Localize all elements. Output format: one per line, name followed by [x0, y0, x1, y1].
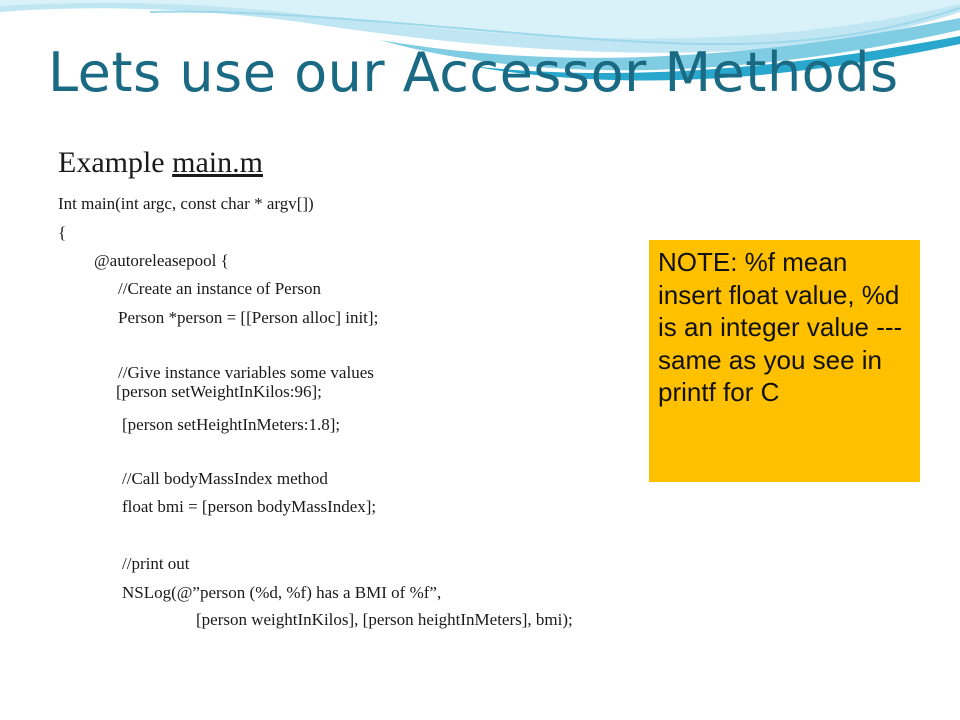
code-line: NSLog(@”person (%d, %f) has a BMI of %f”, [122, 583, 442, 602]
code-comment: //Call bodyMassIndex method [122, 469, 328, 488]
code-line: float bmi = [person bodyMassIndex]; [122, 497, 377, 516]
code-line: [person weightInKilos], [person heightInMeters], bmi); [196, 610, 573, 629]
example-prefix: Example [58, 146, 165, 179]
code-comment: //Create an instance of Person [118, 279, 321, 298]
example-heading [58, 148, 263, 178]
code-line: Int main(int argc, const char * argv[]) [58, 194, 314, 213]
code-line: Person *person = [[Person alloc] init]; [118, 308, 379, 327]
slide-title: Lets use our Accessor Methods [48, 41, 899, 104]
code-line: [person setHeightInMeters:1.8]; [122, 415, 341, 434]
code-comment: //Give instance variables some values [118, 363, 374, 382]
note-box: NOTE: %f mean insert float value, %d is an integer value --- same as you see in printf for C [649, 240, 920, 482]
code-line: @autoreleasepool { [94, 251, 229, 270]
code-line: { [58, 223, 67, 242]
example-file-name: main.m [172, 146, 263, 179]
code-comment: //print out [122, 554, 190, 573]
code-line: [person setWeightInKilos:96]; [116, 382, 322, 401]
